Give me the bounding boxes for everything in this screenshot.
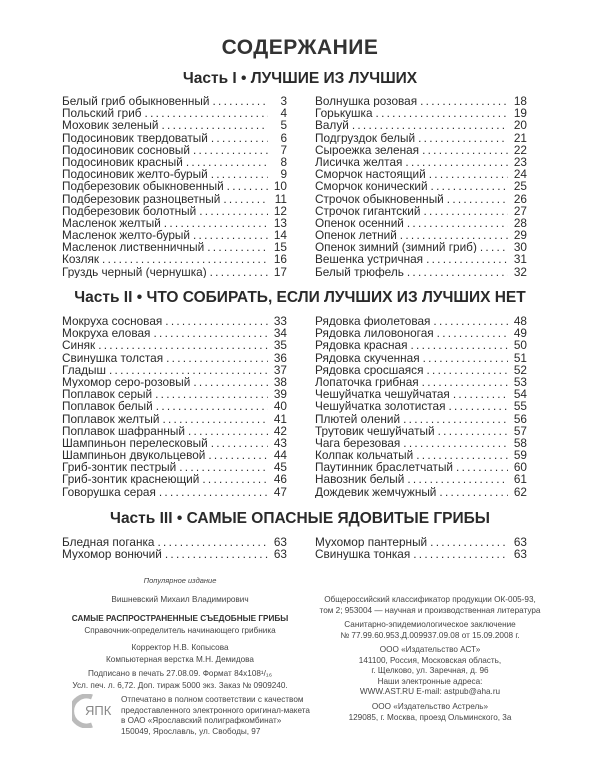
toc-entry — [62, 95, 287, 107]
toc-entry — [315, 449, 527, 461]
dot-leader — [188, 425, 268, 437]
dot-leader — [418, 132, 508, 144]
entry-page: 24 — [513, 168, 527, 181]
dot-leader — [352, 119, 508, 131]
part-3-right — [315, 536, 527, 560]
entry-title: Подосиновик сосновый — [62, 143, 190, 156]
entry-page: 23 — [513, 155, 527, 169]
print-info: Усл. печ. л. 6,72. Доп. тираж 5000 экз. Заказ № 0909240. — [72, 681, 288, 690]
entry-title: Рядовка красная — [315, 339, 408, 352]
toc-entry — [62, 168, 287, 180]
toc-entry — [62, 425, 287, 437]
entry-title: Вешенка устричная — [315, 253, 424, 266]
entry-page: 31 — [513, 253, 527, 266]
dot-leader — [165, 548, 268, 560]
dot-leader — [207, 241, 268, 253]
text-line: WWW.AST.RU E-mail: astpub@aha.ru — [359, 687, 501, 696]
edition-label: Популярное издание — [143, 576, 217, 585]
entry-page: 53 — [513, 375, 527, 389]
entry-page: 41 — [273, 412, 287, 425]
dot-leader — [426, 364, 508, 376]
entry-page: 6 — [280, 131, 287, 144]
text-line: № 77.99.60.953.Д.009937.09.08 от 15.09.2008 г. — [340, 630, 520, 640]
toc-entry — [62, 461, 287, 473]
entry-page: 60 — [513, 461, 527, 474]
dot-leader — [407, 473, 508, 485]
toc-entry — [315, 144, 527, 156]
entry-page: 22 — [513, 143, 527, 156]
dot-leader — [165, 315, 268, 327]
signed-info: Подписано в печать 27.08.09. Формат 84x108¹/₁₆ — [87, 669, 272, 678]
entry-title: Масленок лиственничный — [62, 241, 205, 254]
entry-page: 19 — [513, 107, 527, 120]
dot-leader — [437, 327, 508, 339]
entry-title: Рядовка сросшаяся — [315, 363, 424, 376]
entry-title: Подосиновик красный — [62, 155, 183, 169]
entry-title: Белый гриб обыкновенный — [62, 95, 210, 108]
toc-entry — [315, 425, 527, 437]
entry-title: Козляк — [62, 253, 100, 266]
toc-entry — [315, 95, 527, 107]
entry-page: 7 — [280, 143, 287, 156]
toc-entry — [315, 229, 527, 241]
dot-leader — [431, 180, 508, 192]
page-title: СОДЕРЖАНИЕ — [221, 36, 379, 59]
entry-page: 61 — [513, 473, 527, 486]
dot-leader — [164, 217, 268, 229]
dot-leader — [193, 376, 268, 388]
entry-page: 42 — [273, 424, 287, 437]
entry-page: 63 — [513, 548, 527, 561]
part-2-left — [62, 315, 287, 498]
corrector: Корректор Н.В. Копысова — [131, 643, 229, 652]
toc-entry — [315, 548, 527, 560]
entry-title: Поплавок желтый — [62, 412, 160, 425]
text-line: Санитарно-эпидемиологическое заключение — [344, 620, 516, 629]
entry-title: Навозник белый — [315, 473, 405, 486]
toc-entry — [315, 461, 527, 473]
dot-leader — [416, 449, 508, 461]
toc-entry — [62, 352, 287, 364]
toc-entry — [62, 205, 287, 217]
dot-leader — [211, 437, 268, 449]
entry-title: Сыроежка зеленая — [315, 143, 420, 156]
toc-entry — [62, 449, 287, 461]
entry-page: 10 — [273, 180, 287, 193]
dot-leader — [456, 461, 508, 473]
entry-page: 18 — [513, 95, 527, 108]
dot-leader — [199, 205, 268, 217]
toc-entry — [62, 144, 287, 156]
dot-leader — [186, 156, 268, 168]
entry-title: Чага березовая — [315, 436, 401, 450]
entry-page: 4 — [280, 107, 287, 120]
entry-title: Польский гриб — [62, 107, 142, 120]
printer-info — [121, 695, 311, 737]
entry-title: Синяк — [62, 339, 96, 352]
entry-title: Поплавок серый — [62, 388, 153, 401]
entry-page: 46 — [273, 473, 287, 486]
dot-leader — [193, 229, 268, 241]
book-subtitle: Справочник-определитель начинающего грибника — [84, 626, 276, 635]
dot-leader — [423, 352, 508, 364]
toc-entry — [62, 193, 287, 205]
dot-leader — [159, 486, 268, 498]
toc-entry — [315, 437, 527, 449]
toc-entry — [315, 352, 527, 364]
entry-title: Мокруха сосновая — [62, 315, 163, 328]
entry-title: Мухомор пантерный — [315, 536, 428, 549]
entry-page: 3 — [280, 95, 287, 108]
entry-title: Гриб-зонтик пестрый — [62, 461, 177, 474]
entry-title: Шампиньон перелесковый — [62, 436, 208, 450]
entry-page: 48 — [513, 315, 527, 328]
entry-page: 28 — [513, 216, 527, 230]
toc-entry — [315, 364, 527, 376]
toc-entry — [62, 119, 287, 131]
text-line: 150049, Ярославль, ул. Свободы, 97 — [121, 726, 261, 736]
part-1-heading: Часть I • ЛУЧШИЕ ИЗ ЛУЧШИХ — [182, 70, 418, 87]
toc-entry — [315, 180, 527, 192]
toc-entry — [62, 327, 287, 339]
entry-title: Лисичка желтая — [315, 155, 403, 169]
dot-leader — [407, 266, 508, 278]
dot-leader — [98, 339, 268, 351]
entry-page: 50 — [513, 339, 527, 352]
dot-leader — [153, 327, 268, 339]
dot-leader — [211, 168, 268, 180]
dot-leader — [480, 241, 508, 253]
entry-title: Белый трюфель — [315, 265, 404, 278]
dot-leader — [438, 425, 508, 437]
text-line: в ОАО «Ярославский полиграфкомбинат» — [121, 716, 282, 725]
toc-entry — [62, 437, 287, 449]
dot-leader — [430, 536, 508, 548]
entry-page: 34 — [273, 327, 287, 340]
dot-leader — [157, 536, 268, 548]
entry-page: 39 — [273, 388, 287, 401]
entry-title: Плютей олений — [315, 412, 401, 425]
entry-title: Свинушка толстая — [62, 351, 164, 364]
dot-leader — [193, 144, 268, 156]
entry-page: 30 — [513, 241, 527, 254]
text-line: Наши электронные адреса: — [377, 676, 483, 686]
entry-title: Груздь черный (чернушка) — [62, 265, 207, 278]
entry-page: 33 — [273, 315, 287, 328]
dot-leader — [210, 266, 268, 278]
entry-page: 59 — [513, 449, 527, 462]
toc-entry — [315, 193, 527, 205]
toc-entry — [62, 217, 287, 229]
toc-entry — [62, 253, 287, 265]
dot-leader — [410, 339, 508, 351]
dot-leader — [166, 352, 268, 364]
toc-entry — [315, 241, 527, 253]
dot-leader — [429, 168, 508, 180]
dot-leader — [156, 400, 268, 412]
entry-title: Гладыш — [62, 363, 106, 376]
text-line: предоставленного электронного оригинал-макета — [121, 705, 310, 715]
entry-title: Мухомор серо-розовый — [62, 375, 191, 389]
entry-title: Лопаточка грибная — [315, 375, 419, 389]
toc-entry — [315, 266, 527, 278]
entry-page: 43 — [273, 436, 287, 450]
text-line: Отпечатано в полном соответствии с качеством — [121, 695, 304, 704]
classifier — [300, 595, 560, 616]
entry-page: 63 — [273, 548, 287, 561]
text-line: Общероссийский классификатор продукции ОК-005-93, — [324, 595, 536, 604]
toc-entry — [62, 376, 287, 388]
entry-title: Строчок обыкновенный — [315, 192, 444, 205]
toc-entry — [315, 217, 527, 229]
toc-entry — [62, 400, 287, 412]
dot-leader — [447, 193, 508, 205]
entry-page: 27 — [513, 204, 527, 217]
entry-title: Строчок гигантский — [315, 204, 421, 217]
entry-title: Волнушка розовая — [315, 95, 418, 108]
toc-entry — [62, 241, 287, 253]
entry-page: 37 — [273, 363, 287, 376]
entry-title: Опенок осенний — [315, 216, 404, 230]
dot-leader — [422, 376, 508, 388]
entry-title: Трутовик чешуйчатый — [315, 424, 435, 437]
toc-entry — [62, 132, 287, 144]
entry-page: 32 — [513, 265, 527, 278]
dot-leader — [403, 413, 508, 425]
toc-entry — [315, 327, 527, 339]
dot-leader — [376, 107, 508, 119]
toc-entry — [62, 229, 287, 241]
toc-entry — [315, 339, 527, 351]
entry-title: Чешуйчатка золотистая — [315, 400, 446, 413]
entry-page: 8 — [280, 155, 287, 169]
entry-page: 63 — [273, 536, 287, 549]
toc-entry — [315, 388, 527, 400]
entry-page: 25 — [513, 180, 527, 193]
entry-page: 55 — [513, 400, 527, 413]
toc-entry — [315, 119, 527, 131]
entry-title: Дождевик жемчужный — [315, 485, 437, 498]
toc-entry — [315, 205, 527, 217]
dot-leader — [407, 217, 508, 229]
entry-title: Говорушка серая — [62, 485, 156, 498]
toc-entry — [315, 413, 527, 425]
entry-page: 5 — [280, 119, 287, 132]
entry-title: Сморчок конический — [315, 180, 428, 193]
layout-credit: Компьютерная верстка М.Н. Демидова — [106, 655, 254, 664]
publisher-ast — [300, 645, 560, 698]
toc-entry — [62, 364, 287, 376]
text-line: 141100, Россия, Московская область, — [358, 655, 502, 665]
entry-page: 20 — [513, 119, 527, 132]
entry-title: Рядовка лиловоногая — [315, 327, 434, 340]
entry-page: 21 — [513, 131, 527, 144]
entry-title: Моховик зеленый — [62, 119, 159, 132]
publisher-astrel — [300, 702, 560, 723]
entry-page: 63 — [513, 536, 527, 549]
entry-page: 26 — [513, 192, 527, 205]
text-line: том 2; 953004 — научная и производственная литература — [319, 605, 541, 615]
dot-leader — [403, 437, 508, 449]
entry-title: Валуй — [315, 119, 349, 132]
part-1-left — [62, 95, 287, 278]
entry-title: Рядовка фиолетовая — [315, 315, 431, 328]
entry-title: Подберезовик болотный — [62, 204, 197, 217]
dot-leader — [413, 548, 508, 560]
dot-leader — [162, 413, 268, 425]
entry-title: Горькушка — [315, 107, 373, 120]
entry-title: Сморчок настоящий — [315, 168, 426, 181]
entry-title: Свинушка тонкая — [315, 548, 411, 561]
dot-leader — [423, 205, 508, 217]
toc-entry — [62, 388, 287, 400]
dot-leader — [155, 388, 268, 400]
entry-page: 29 — [513, 229, 527, 242]
entry-page: 54 — [513, 388, 527, 401]
entry-page: 57 — [513, 424, 527, 437]
entry-title: Мухомор вонючий — [62, 548, 162, 561]
entry-page: 56 — [513, 412, 527, 425]
entry-page: 13 — [273, 216, 287, 230]
entry-page: 44 — [273, 449, 287, 462]
entry-page: 62 — [513, 485, 527, 498]
toc-entry — [62, 473, 287, 485]
part-3-left — [62, 536, 287, 560]
part-2-right — [315, 315, 527, 498]
dot-leader — [420, 95, 508, 107]
dot-leader — [223, 193, 268, 205]
toc-entry — [315, 156, 527, 168]
entry-title: Паутинник браслетчатый — [315, 461, 454, 474]
dot-leader — [179, 461, 268, 473]
entry-title: Подосиновик желто-бурый — [62, 168, 208, 181]
part-3-heading: Часть III • САМЫЕ ОПАСНЫЕ ЯДОВИТЫЕ ГРИБЫ — [110, 510, 490, 527]
entry-page: 16 — [273, 253, 287, 266]
toc-entry — [315, 253, 527, 265]
entry-title: Подгруздок белый — [315, 131, 416, 144]
dot-leader — [211, 132, 268, 144]
toc-entry — [62, 339, 287, 351]
book-title: САМЫЕ РАСПРОСТРАНЕННЫЕ СЪЕДОБНЫЕ ГРИБЫ — [71, 614, 289, 623]
toc-entry — [315, 168, 527, 180]
toc-entry — [315, 132, 527, 144]
author: Вишневский Михаил Владимирович — [111, 595, 249, 604]
dot-leader — [433, 315, 508, 327]
entry-title: Бледная поганка — [62, 536, 155, 549]
text-line: ООО «Издательство АСТ» — [379, 645, 481, 654]
entry-page: 47 — [273, 485, 287, 498]
entry-page: 36 — [273, 351, 287, 364]
entry-page: 17 — [273, 265, 287, 278]
entry-title: Поплавок шафранный — [62, 424, 185, 437]
sanitary-cert — [300, 620, 560, 641]
entry-title: Рядовка скученная — [315, 351, 420, 364]
entry-page: 11 — [274, 192, 287, 205]
dot-leader — [145, 107, 268, 119]
dot-leader — [208, 449, 268, 461]
text-line: г. Щелково, ул. Заречная, д. 96 — [371, 666, 489, 675]
entry-page: 9 — [280, 168, 287, 181]
entry-title: Поплавок белый — [62, 400, 153, 413]
toc-entry — [62, 413, 287, 425]
dot-leader — [212, 95, 268, 107]
toc-entry — [62, 486, 287, 498]
entry-page: 40 — [273, 400, 287, 413]
dot-leader — [453, 388, 508, 400]
entry-page: 58 — [513, 436, 527, 450]
part-2-heading: Часть II • ЧТО СОБИРАТЬ, ЕСЛИ ЛУЧШИХ ИЗ ЛУЧШИХ НЕТ — [74, 289, 526, 306]
dot-leader — [202, 473, 268, 485]
entry-title: Колпак кольчатый — [315, 449, 414, 462]
toc-entry — [62, 266, 287, 278]
dot-leader — [161, 119, 268, 131]
toc-entry — [315, 315, 527, 327]
part-1-right — [315, 95, 527, 278]
entry-title: Шампиньон двукольцевой — [62, 449, 206, 462]
toc-entry — [62, 107, 287, 119]
printer-logo-text: ЯПК — [85, 703, 112, 718]
dot-leader — [422, 144, 508, 156]
entry-title: Подберезовик обыкновенный — [62, 180, 224, 193]
printer-logo — [72, 694, 114, 728]
entry-title: Опенок летний — [315, 229, 397, 242]
dot-leader — [109, 364, 268, 376]
toc-entry — [62, 180, 287, 192]
toc-entry — [315, 473, 527, 485]
entry-title: Чешуйчатка чешуйчатая — [315, 388, 450, 401]
entry-page: 12 — [273, 204, 287, 217]
entry-title: Подосиновик твердоватый — [62, 131, 208, 144]
dot-leader — [102, 253, 268, 265]
dot-leader — [439, 486, 508, 498]
toc-entry — [62, 315, 287, 327]
toc-entry — [315, 536, 527, 548]
toc-entry — [62, 548, 287, 560]
entry-page: 14 — [273, 229, 287, 242]
entry-page: 45 — [273, 461, 287, 474]
entry-title: Масленок желтый — [62, 216, 161, 230]
dot-leader — [426, 253, 508, 265]
entry-title: Мокруха еловая — [62, 327, 151, 340]
dot-leader — [400, 229, 508, 241]
text-line: 129085, г. Москва, проезд Ольминского, 3а — [348, 712, 512, 722]
toc-entry — [62, 156, 287, 168]
entry-page: 49 — [513, 327, 527, 340]
entry-page: 35 — [273, 339, 287, 352]
entry-page: 15 — [273, 241, 287, 254]
entry-page: 38 — [273, 375, 287, 389]
entry-page: 52 — [513, 363, 527, 376]
entry-title: Масленок желто-бурый — [62, 229, 190, 242]
toc-entry — [315, 107, 527, 119]
entry-title: Опенок зимний (зимний гриб) — [315, 241, 477, 254]
entry-title: Гриб-зонтик краснеющий — [62, 473, 200, 486]
toc-entry — [315, 400, 527, 412]
dot-leader — [405, 156, 508, 168]
entry-page: 51 — [513, 351, 527, 364]
text-line: ООО «Издательство Астрель» — [371, 702, 489, 711]
dot-leader — [449, 400, 509, 412]
toc-entry — [315, 486, 527, 498]
toc-entry — [315, 376, 527, 388]
entry-title: Подберезовик разноцветный — [62, 192, 221, 205]
dot-leader — [227, 180, 268, 192]
toc-entry — [62, 536, 287, 548]
